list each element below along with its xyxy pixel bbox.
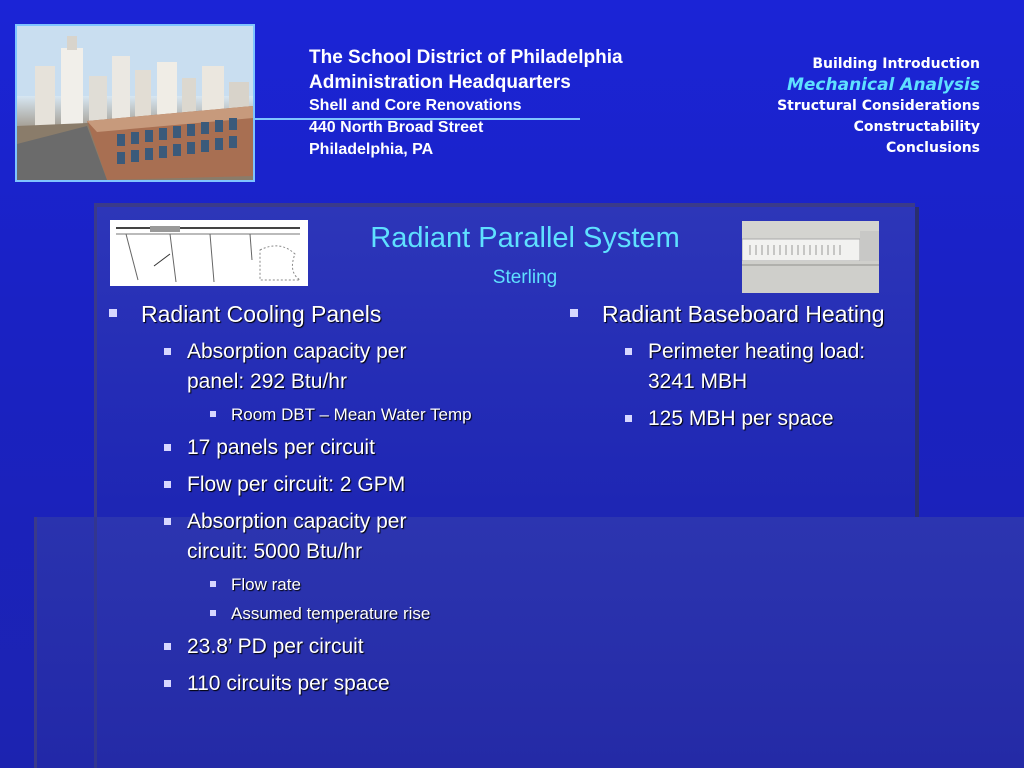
mbh-per-space-item: 125 MBH per space [568, 404, 908, 434]
nav-item-conclusions[interactable]: Conclusions [886, 140, 980, 156]
absorption-circuit-item: Absorption capacity per circuit: 5000 Btu/hr [107, 507, 447, 567]
nav-item-mechanical-analysis[interactable]: Mechanical Analysis [786, 75, 980, 95]
slide-subtitle: Sterling [492, 267, 558, 288]
project-title-block [309, 45, 623, 161]
radiant-panel-diagram [110, 220, 308, 286]
nav-item-building-introduction[interactable]: Building Introduction [812, 56, 980, 72]
pd-per-circuit-item: 23.8’ PD per circuit [107, 632, 447, 662]
project-title-line2: Administration Headquarters [309, 72, 571, 93]
left-column [107, 300, 537, 706]
flow-rate-item: Flow rate [107, 574, 537, 596]
nav-item-structural-considerations[interactable]: Structural Considerations [777, 98, 980, 114]
panels-per-circuit-item: 17 panels per circuit [107, 433, 447, 463]
perimeter-load-item: Perimeter heating load: 3241 MBH [568, 337, 908, 397]
absorption-panel-item: Absorption capacity per panel: 292 Btu/hr [107, 337, 447, 397]
project-title-line1: The School District of Philadelphia [309, 47, 623, 68]
project-subtitle1: Shell and Core Renovations [309, 97, 522, 114]
project-city: Philadelphia, PA [309, 141, 434, 158]
slide-title: Radiant Parallel System [370, 222, 680, 254]
radiant-cooling-heading: Radiant Cooling Panels [107, 300, 537, 328]
flow-per-circuit-item: Flow per circuit: 2 GPM [107, 470, 447, 500]
temperature-rise-item: Assumed temperature rise [107, 603, 537, 625]
section-nav [777, 54, 980, 159]
radiant-baseboard-heading: Radiant Baseboard Heating [568, 300, 988, 328]
circuits-per-space-item: 110 circuits per space [107, 669, 447, 699]
room-dbt-item: Room DBT – Mean Water Temp [107, 404, 537, 426]
baseboard-heater-photo [742, 221, 879, 293]
nav-item-constructability[interactable]: Constructability [853, 119, 980, 135]
right-column [568, 300, 988, 441]
building-photo [15, 24, 255, 182]
project-address: 440 North Broad Street [309, 119, 484, 136]
